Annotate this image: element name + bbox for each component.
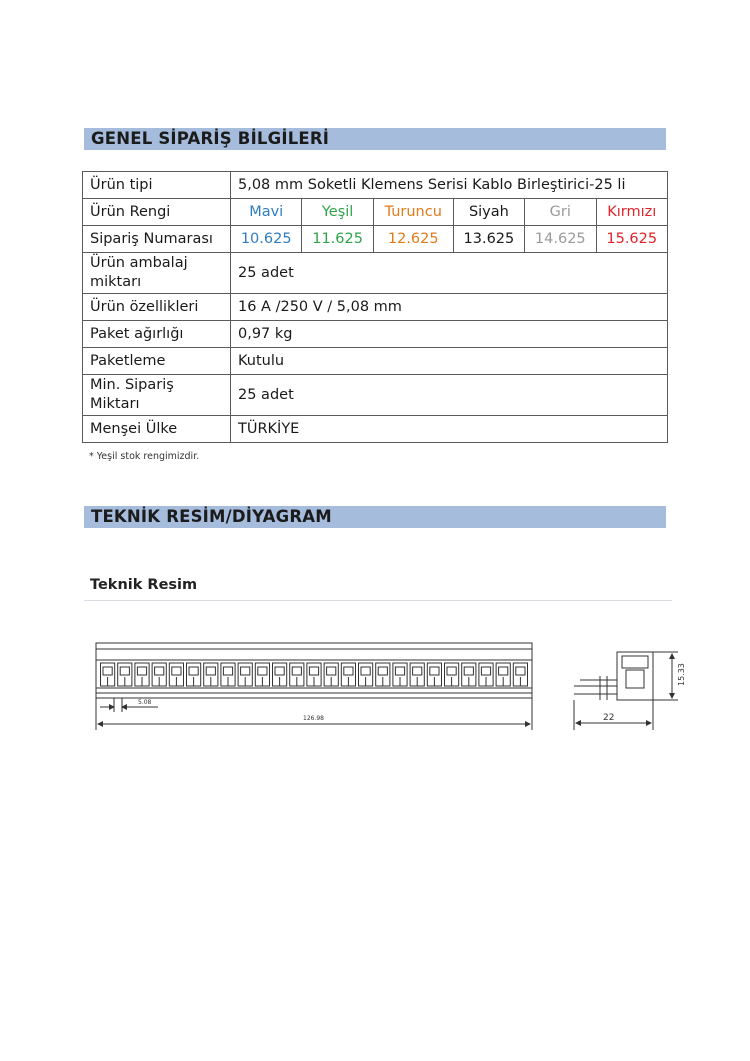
terminal-screw	[155, 667, 164, 675]
color-name: Yeşil	[302, 199, 373, 226]
order-code: 12.625	[373, 226, 453, 253]
terminal-screw	[327, 667, 336, 675]
terminal-screw	[172, 667, 181, 675]
row-value: 25 adet	[231, 253, 668, 294]
order-code: 15.625	[596, 226, 668, 253]
terminal-screw	[206, 667, 215, 675]
terminal-screw	[120, 667, 129, 675]
row-value: 16 A /250 V / 5,08 mm	[231, 294, 668, 321]
row-label: Menşei Ülke	[83, 416, 231, 443]
terminal-screw	[447, 667, 456, 675]
row-value: 25 adet	[231, 375, 668, 416]
terminal-screw	[103, 667, 112, 675]
terminal-screw	[258, 667, 267, 675]
row-label: Ürün ambalaj miktarı	[83, 253, 231, 294]
terminal-screw	[395, 667, 404, 675]
row-label: Sipariş Numarası	[83, 226, 231, 253]
order-code: 10.625	[231, 226, 302, 253]
terminal-screw	[344, 667, 353, 675]
terminal-screw	[516, 667, 525, 675]
width-dimension-label: 22	[603, 713, 615, 723]
footnote: * Yeşil stok rengimizdir.	[89, 451, 200, 462]
side-view	[574, 652, 678, 730]
terminal-screw	[361, 667, 370, 675]
section-title-technical-drawing: TEKNİK RESİM/DİYAGRAM	[84, 506, 666, 528]
color-name: Kırmızı	[596, 199, 668, 226]
height-dimension-label: 15.33	[677, 663, 686, 686]
row-value: 0,97 kg	[231, 321, 668, 348]
terminal-screw	[189, 667, 198, 675]
length-dimension-label: 126.98	[303, 715, 324, 722]
row-label: Min. Sipariş Miktarı	[83, 375, 231, 416]
color-name: Turuncu	[373, 199, 453, 226]
row-label: Paket ağırlığı	[83, 321, 231, 348]
terminal-poles	[101, 663, 528, 686]
color-name: Gri	[525, 199, 596, 226]
subsection-title: Teknik Resim	[90, 577, 198, 593]
pitch-dimension-label: 5.08	[138, 699, 152, 706]
terminal-screw	[481, 667, 490, 675]
row-value: 5,08 mm Soketli Klemens Serisi Kablo Birleştirici-25 li	[231, 172, 668, 199]
color-name: Siyah	[453, 199, 524, 226]
order-code: 11.625	[302, 226, 373, 253]
terminal-screw	[275, 667, 284, 675]
row-label: Ürün Rengi	[83, 199, 231, 226]
terminal-screw	[223, 667, 232, 675]
terminal-screw	[309, 667, 318, 675]
row-label: Ürün özellikleri	[83, 294, 231, 321]
color-name: Mavi	[231, 199, 302, 226]
terminal-screw	[464, 667, 473, 675]
order-code: 13.625	[453, 226, 524, 253]
terminal-screw	[413, 667, 422, 675]
row-label: Ürün tipi	[83, 172, 231, 199]
terminal-screw	[499, 667, 508, 675]
terminal-screw	[378, 667, 387, 675]
section-title-general-order-info: GENEL SİPARİŞ BİLGİLERİ	[84, 128, 666, 150]
row-label: Paketleme	[83, 348, 231, 375]
row-value: Kutulu	[231, 348, 668, 375]
terminal-screw	[292, 667, 301, 675]
row-value: TÜRKİYE	[231, 416, 668, 443]
terminal-screw	[241, 667, 250, 675]
order-code: 14.625	[525, 226, 596, 253]
terminal-screw	[430, 667, 439, 675]
terminal-screw	[137, 667, 146, 675]
